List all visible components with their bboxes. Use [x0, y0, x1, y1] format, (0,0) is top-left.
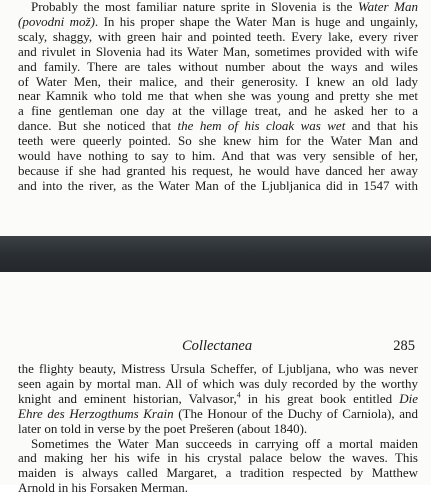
text-line: [18, 179, 418, 194]
text-line: [18, 481, 418, 496]
text-segment: would have nothing to say to him. And that was very sensible of her,: [18, 148, 418, 164]
text-segment: near Kamnik who told me that when she was young and pretty she met: [18, 88, 418, 104]
text-line: [18, 89, 418, 104]
text-segment: dance. But she noticed that: [18, 118, 178, 134]
text-segment: seen again by mortal man. All of which was duly recorded by the worthy: [18, 375, 418, 391]
text-line: [18, 437, 418, 452]
page-divider: [0, 236, 431, 272]
text-line: [18, 362, 418, 377]
text-segment: and that his: [345, 118, 419, 134]
text-line: [18, 104, 418, 119]
text-line: [18, 134, 418, 149]
text-line: [18, 149, 418, 164]
text-segment: knight and eminent historian, Valvasor,: [18, 390, 237, 406]
text-segment: and family. There are tales without number about the ways and wiles: [18, 58, 418, 74]
text-segment: . In his proper shape the Water Man is huge and ungainly,: [94, 13, 418, 29]
text-line: [18, 407, 418, 422]
text-line: [18, 30, 418, 45]
text-line: [18, 0, 418, 15]
text-line: [18, 451, 418, 466]
upper-page: [0, 0, 431, 236]
text-segment: and rivulet in Slovenia had its Water Man, sometimes provided with wife: [18, 43, 418, 59]
text-segment: of Water Men, their malice, and their generosity. I knew an old lady: [18, 73, 418, 89]
lower-page: [0, 272, 431, 496]
running-title: Collectanea: [182, 338, 253, 354]
text-line: [18, 466, 418, 481]
text-line: [18, 75, 418, 90]
text-segment: a fine gentleman one day at the village treat, and he asked her to a: [18, 103, 418, 119]
text-line: [18, 422, 418, 437]
text-segment: Probably the most familiar nature sprite in Slovenia is the: [31, 0, 358, 14]
text-segment: and making her his wife in his crystal palace below the waves. This: [18, 450, 418, 466]
text-line: [18, 15, 418, 30]
text-segment: maiden is always called Margaret, a tradition respected by Matthew: [18, 465, 418, 481]
italic-text: Die: [399, 390, 418, 406]
upper-page-text: [18, 0, 418, 194]
lower-page-text: [18, 362, 418, 496]
page-number: 285: [393, 338, 415, 354]
text-line: [18, 377, 418, 392]
text-line: [18, 119, 418, 134]
italic-text: the hem of his cloak was wet: [177, 118, 346, 134]
italic-text: Ehre des Herzogthums Krain: [18, 405, 174, 421]
text-segment: because if she had granted his request, he would have danced her away: [18, 162, 418, 178]
text-line: [18, 392, 418, 407]
text-line: [18, 164, 418, 179]
running-head: [0, 338, 431, 358]
text-segment: the flighty beauty, Mistress Ursula Scheffer, of Ljubljana, who was never: [18, 361, 418, 376]
text-segment: teeth were queerly pointed. So she knew him for the Water Man and: [18, 133, 418, 149]
text-segment: and into the river, as the Water Man of the Ljubljanica did in 1547 with: [18, 177, 418, 193]
text-segment: (The Honour of the Duchy of Carniola), and: [173, 405, 418, 421]
text-segment: in his great book entitled: [240, 390, 400, 406]
footnote-marker: 4: [236, 390, 241, 400]
text-segment: later on told in verse by the poet Prešeren (about 1840).: [18, 420, 308, 436]
text-segment: scaly, shaggy, with green hair and pointed teeth. Every lake, every river: [18, 28, 418, 44]
text-segment: Sometimes the Water Man succeeds in carrying off a mortal maiden: [31, 435, 418, 451]
text-line: [18, 60, 418, 75]
text-line: [18, 45, 418, 60]
text-segment: Arnold in his Forsaken Merman.: [18, 480, 189, 496]
italic-text: Water Man: [357, 0, 418, 14]
italic-text: (povodni mož): [18, 13, 95, 29]
